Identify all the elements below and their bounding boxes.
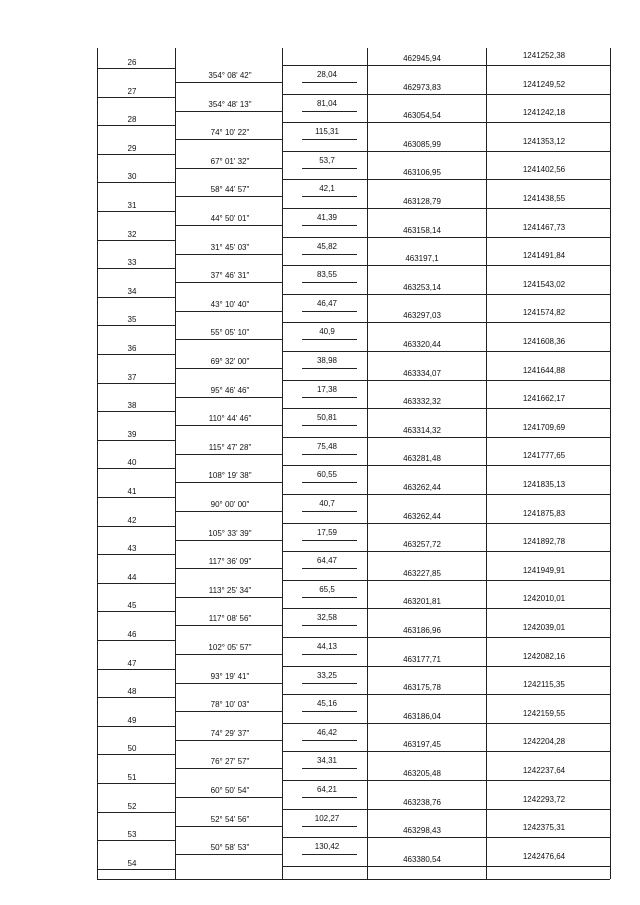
row-border: [97, 869, 175, 870]
direction-angle: 102° 05' 57": [208, 643, 252, 652]
row-border: [97, 754, 175, 755]
column-border: [486, 48, 487, 879]
direction-angle: 105° 33' 39": [208, 528, 252, 538]
point-number: 53: [127, 830, 137, 840]
row-border: [282, 666, 610, 667]
segment-length: 83,55: [316, 270, 338, 280]
y-coordinate: 1241402,56: [522, 165, 566, 175]
segment-border: [175, 740, 282, 741]
x-coordinate: 463158,14: [403, 225, 441, 235]
row-border: [97, 240, 175, 241]
column-border: [610, 48, 611, 879]
y-coordinate: 1241875,83: [522, 508, 566, 518]
segment-border: [175, 82, 282, 83]
row-border: [282, 179, 610, 180]
segment-border: [175, 711, 282, 712]
segment-border: [175, 339, 282, 340]
direction-angle: 52° 54' 56": [210, 814, 250, 824]
segment-length: 53,7: [319, 155, 335, 165]
segment-border: [302, 282, 357, 283]
y-coordinate: 1241835,13: [522, 480, 566, 489]
point-number: 44: [127, 572, 137, 582]
row-border: [282, 608, 610, 609]
x-coordinate: 463238,76: [403, 797, 441, 807]
segment-border: [175, 139, 282, 140]
x-coordinate: 463054,54: [403, 111, 441, 121]
segment-length: 64,47: [316, 556, 338, 566]
row-border: [282, 265, 610, 266]
y-coordinate: 1241644,88: [522, 365, 566, 375]
segment-length: 17,59: [316, 527, 338, 537]
x-coordinate: 463106,95: [403, 168, 441, 178]
row-border: [282, 809, 610, 810]
segment-length: 42,1: [319, 184, 335, 194]
segment-length: 32,58: [316, 613, 338, 623]
row-border: [282, 408, 610, 409]
direction-angle: 110° 44' 46": [208, 414, 252, 424]
y-coordinate: 1242039,01: [522, 623, 566, 632]
row-border: [282, 151, 610, 152]
x-coordinate: 462973,83: [403, 82, 441, 92]
row-border: [97, 840, 175, 841]
direction-angle: 31° 45' 03": [210, 242, 250, 252]
x-coordinate: 463177,71: [403, 654, 441, 664]
x-coordinate: 463332,32: [403, 397, 441, 407]
segment-border: [175, 311, 282, 312]
row-border: [282, 322, 610, 323]
segment-border: [302, 339, 357, 340]
row-border: [97, 726, 175, 727]
point-number: 50: [127, 744, 137, 754]
x-coordinate: 462945,94: [403, 54, 441, 63]
point-number: 39: [127, 429, 137, 439]
segment-length: 34,31: [316, 756, 338, 766]
x-coordinate: 463320,44: [403, 340, 441, 349]
point-number: 36: [127, 344, 137, 353]
row-border: [97, 268, 175, 269]
direction-angle: 74° 10' 22": [210, 128, 250, 138]
row-border: [97, 211, 175, 212]
point-number: 32: [127, 229, 137, 239]
row-border: [282, 122, 610, 123]
point-number: 33: [127, 258, 137, 268]
point-number: 28: [127, 115, 137, 125]
x-coordinate: 463197,1: [405, 254, 439, 264]
segment-border: [302, 225, 357, 226]
row-border: [97, 640, 175, 641]
y-coordinate: 1241252,38: [522, 51, 566, 60]
segment-length: 40,9: [319, 327, 335, 337]
row-border: [282, 65, 610, 66]
column-border: [282, 48, 283, 879]
y-coordinate: 1241353,12: [522, 136, 566, 146]
segment-border: [175, 854, 282, 855]
column-border: [367, 48, 368, 879]
point-number: 35: [127, 315, 137, 325]
x-coordinate: 463314,32: [403, 425, 441, 435]
x-coordinate: 463128,79: [403, 197, 441, 206]
y-coordinate: 1242082,16: [522, 651, 566, 661]
row-border: [282, 294, 610, 295]
x-coordinate: 463257,72: [403, 540, 441, 550]
row-border: [282, 237, 610, 238]
direction-angle: 78° 10' 03": [210, 700, 250, 710]
segment-length: 45,82: [316, 241, 338, 251]
segment-border: [175, 768, 282, 769]
point-number: 45: [127, 601, 137, 611]
row-border: [97, 125, 175, 126]
row-border: [97, 468, 175, 469]
segment-length: 46,42: [316, 727, 338, 737]
row-border: [97, 68, 175, 69]
y-coordinate: 1241242,18: [522, 108, 566, 118]
y-coordinate: 1241249,52: [522, 79, 566, 89]
segment-border: [302, 482, 357, 483]
y-coordinate: 1242115,35: [523, 680, 565, 690]
x-coordinate: 463262,44: [403, 483, 441, 492]
segment-border: [302, 254, 357, 255]
segment-border: [302, 797, 357, 798]
row-border: [97, 611, 175, 612]
segment-length: 28,04: [316, 70, 338, 79]
segment-border: [175, 625, 282, 626]
segment-border: [302, 740, 357, 741]
row-border: [282, 94, 610, 95]
segment-border: [175, 568, 282, 569]
point-number: 27: [127, 86, 137, 96]
direction-angle: 67° 01' 32": [210, 156, 250, 166]
point-number: 49: [127, 715, 137, 725]
x-coordinate: 463186,04: [403, 711, 441, 721]
direction-angle: 43° 10' 40": [210, 299, 250, 309]
direction-angle: 95° 46' 46": [210, 385, 250, 395]
segment-border: [302, 82, 357, 83]
row-border: [282, 580, 610, 581]
y-coordinate: 1242204,28: [522, 737, 566, 747]
segment-border: [302, 196, 357, 197]
y-coordinate: 1241662,17: [522, 394, 566, 404]
point-number: 38: [127, 401, 137, 411]
row-border: [282, 751, 610, 752]
row-border: [282, 780, 610, 781]
segment-border: [175, 111, 282, 112]
y-coordinate: 1242375,31: [522, 823, 566, 833]
y-coordinate: 1241491,84: [522, 251, 566, 261]
segment-border: [302, 683, 357, 684]
row-border: [97, 154, 175, 155]
segment-border: [175, 454, 282, 455]
segment-length: 115,31: [315, 127, 339, 137]
x-coordinate: 463205,48: [403, 769, 441, 778]
segment-border: [302, 854, 357, 855]
x-coordinate: 463298,43: [403, 826, 441, 836]
segment-length: 65,5: [319, 584, 335, 594]
segment-border: [175, 196, 282, 197]
x-coordinate: 463186,96: [403, 626, 441, 635]
direction-angle: 76° 27' 57": [210, 757, 250, 767]
point-number: 43: [127, 544, 137, 554]
point-number: 40: [127, 458, 137, 468]
point-number: 34: [127, 286, 137, 296]
direction-angle: 60° 50' 54": [210, 786, 250, 795]
segment-border: [302, 511, 357, 512]
y-coordinate: 1241949,91: [522, 565, 566, 575]
row-border: [282, 723, 610, 724]
y-coordinate: 1241777,65: [522, 451, 566, 461]
y-coordinate: 1241543,02: [522, 279, 566, 289]
point-number: 52: [127, 801, 137, 811]
row-border: [97, 182, 175, 183]
row-border: [97, 440, 175, 441]
row-border: [282, 380, 610, 381]
x-coordinate: 463380,54: [403, 854, 441, 864]
segment-length: 64,21: [316, 785, 338, 794]
direction-angle: 55° 05' 10": [210, 328, 250, 338]
row-border: [282, 351, 610, 352]
direction-angle: 117° 08' 56": [208, 614, 252, 624]
row-border: [97, 812, 175, 813]
y-coordinate: 1241608,36: [522, 337, 566, 346]
segment-border: [175, 425, 282, 426]
segment-border: [302, 654, 357, 655]
row-border: [97, 783, 175, 784]
row-border: [282, 866, 610, 867]
row-border: [97, 297, 175, 298]
row-border: [97, 697, 175, 698]
segment-border: [302, 625, 357, 626]
direction-angle: 354° 08' 42": [208, 71, 252, 80]
y-coordinate: 1242010,01: [522, 594, 566, 604]
segment-length: 38,98: [316, 356, 338, 365]
segment-border: [175, 254, 282, 255]
segment-border: [175, 597, 282, 598]
segment-border: [175, 826, 282, 827]
row-border: [97, 97, 175, 98]
segment-border: [175, 397, 282, 398]
direction-angle: 50° 58' 53": [210, 843, 250, 853]
row-border: [282, 494, 610, 495]
segment-border: [302, 111, 357, 112]
row-border: [282, 694, 610, 695]
direction-angle: 44° 50' 01": [210, 214, 250, 223]
row-border: [282, 551, 610, 552]
segment-length: 44,13: [316, 642, 338, 651]
direction-angle: 37° 46' 31": [210, 271, 250, 281]
point-number: 46: [127, 630, 137, 639]
segment-border: [302, 597, 357, 598]
point-number: 41: [127, 487, 137, 496]
x-coordinate: 463175,78: [403, 683, 441, 693]
direction-angle: 354° 48' 13": [208, 99, 252, 109]
segment-length: 60,55: [316, 470, 338, 480]
x-coordinate: 463253,14: [403, 282, 441, 292]
row-border: [282, 465, 610, 466]
y-coordinate: 1241574,82: [522, 308, 566, 318]
direction-angle: 58° 44' 57": [210, 185, 250, 195]
segment-length: 40,7: [319, 499, 335, 508]
y-coordinate: 1242159,55: [522, 708, 566, 718]
point-number: 47: [127, 658, 137, 668]
point-number: 30: [127, 172, 137, 182]
row-border: [97, 669, 175, 670]
segment-length: 41,39: [316, 213, 338, 222]
segment-border: [175, 654, 282, 655]
table-bottom-border: [97, 879, 610, 880]
segment-border: [175, 168, 282, 169]
row-border: [97, 554, 175, 555]
row-border: [282, 208, 610, 209]
point-number: 54: [127, 858, 137, 868]
x-coordinate: 463227,85: [403, 568, 441, 578]
y-coordinate: 1242293,72: [522, 794, 566, 804]
x-coordinate: 463201,81: [403, 597, 441, 607]
direction-angle: 113° 25' 34": [208, 585, 252, 595]
segment-border: [302, 368, 357, 369]
row-border: [97, 583, 175, 584]
point-number: 42: [127, 515, 137, 525]
x-coordinate: 463262,44: [403, 511, 441, 521]
segment-border: [302, 768, 357, 769]
segment-border: [175, 368, 282, 369]
segment-length: 46,47: [316, 298, 338, 308]
segment-length: 75,48: [316, 441, 338, 451]
y-coordinate: 1242237,64: [522, 766, 566, 775]
segment-length: 17,38: [316, 384, 338, 394]
segment-border: [302, 454, 357, 455]
segment-length: 33,25: [316, 670, 338, 680]
direction-angle: 115° 47' 28": [208, 442, 252, 452]
point-number: 48: [127, 687, 137, 697]
direction-angle: 90° 00' 00": [210, 500, 250, 509]
point-number: 37: [127, 372, 137, 382]
y-coordinate: 1241438,55: [522, 194, 566, 203]
segment-border: [302, 568, 357, 569]
segment-border: [302, 139, 357, 140]
row-border: [282, 837, 610, 838]
segment-border: [302, 311, 357, 312]
segment-border: [175, 282, 282, 283]
direction-angle: 108° 19' 38": [208, 471, 252, 481]
point-number: 29: [127, 143, 137, 153]
direction-angle: 117° 36' 09": [208, 557, 252, 567]
row-border: [282, 437, 610, 438]
row-border: [97, 411, 175, 412]
segment-length: 130,42: [314, 842, 340, 852]
y-coordinate: 1242476,64: [522, 851, 566, 861]
row-border: [97, 497, 175, 498]
direction-angle: 93° 19' 41": [210, 671, 250, 681]
segment-border: [175, 797, 282, 798]
segment-length: 50,81: [316, 413, 338, 423]
segment-border: [175, 540, 282, 541]
segment-border: [175, 482, 282, 483]
x-coordinate: 463197,45: [403, 740, 441, 750]
row-border: [97, 354, 175, 355]
point-number: 31: [127, 201, 137, 210]
x-coordinate: 463281,48: [403, 454, 441, 464]
row-border: [282, 637, 610, 638]
segment-length: 45,16: [316, 699, 338, 709]
segment-border: [175, 683, 282, 684]
segment-border: [302, 540, 357, 541]
segment-border: [302, 397, 357, 398]
segment-length: 81,04: [316, 98, 338, 108]
point-number: 26: [127, 58, 137, 67]
y-coordinate: 1241709,69: [522, 422, 566, 432]
row-border: [97, 383, 175, 384]
segment-border: [302, 826, 357, 827]
segment-length: 102,27: [314, 813, 340, 823]
column-border: [175, 48, 176, 879]
y-coordinate: 1241467,73: [522, 222, 566, 232]
row-border: [97, 526, 175, 527]
segment-border: [302, 168, 357, 169]
x-coordinate: 463334,07: [403, 368, 441, 378]
row-border: [97, 325, 175, 326]
x-coordinate: 463297,03: [403, 311, 441, 321]
direction-angle: 74° 29' 37": [210, 728, 250, 738]
segment-border: [175, 511, 282, 512]
x-coordinate: 463085,99: [403, 139, 441, 149]
direction-angle: 69° 32' 00": [210, 357, 250, 366]
segment-border: [302, 425, 357, 426]
segment-border: [175, 225, 282, 226]
segment-border: [302, 711, 357, 712]
row-border: [282, 523, 610, 524]
y-coordinate: 1241892,78: [522, 537, 566, 547]
point-number: 51: [127, 773, 137, 782]
